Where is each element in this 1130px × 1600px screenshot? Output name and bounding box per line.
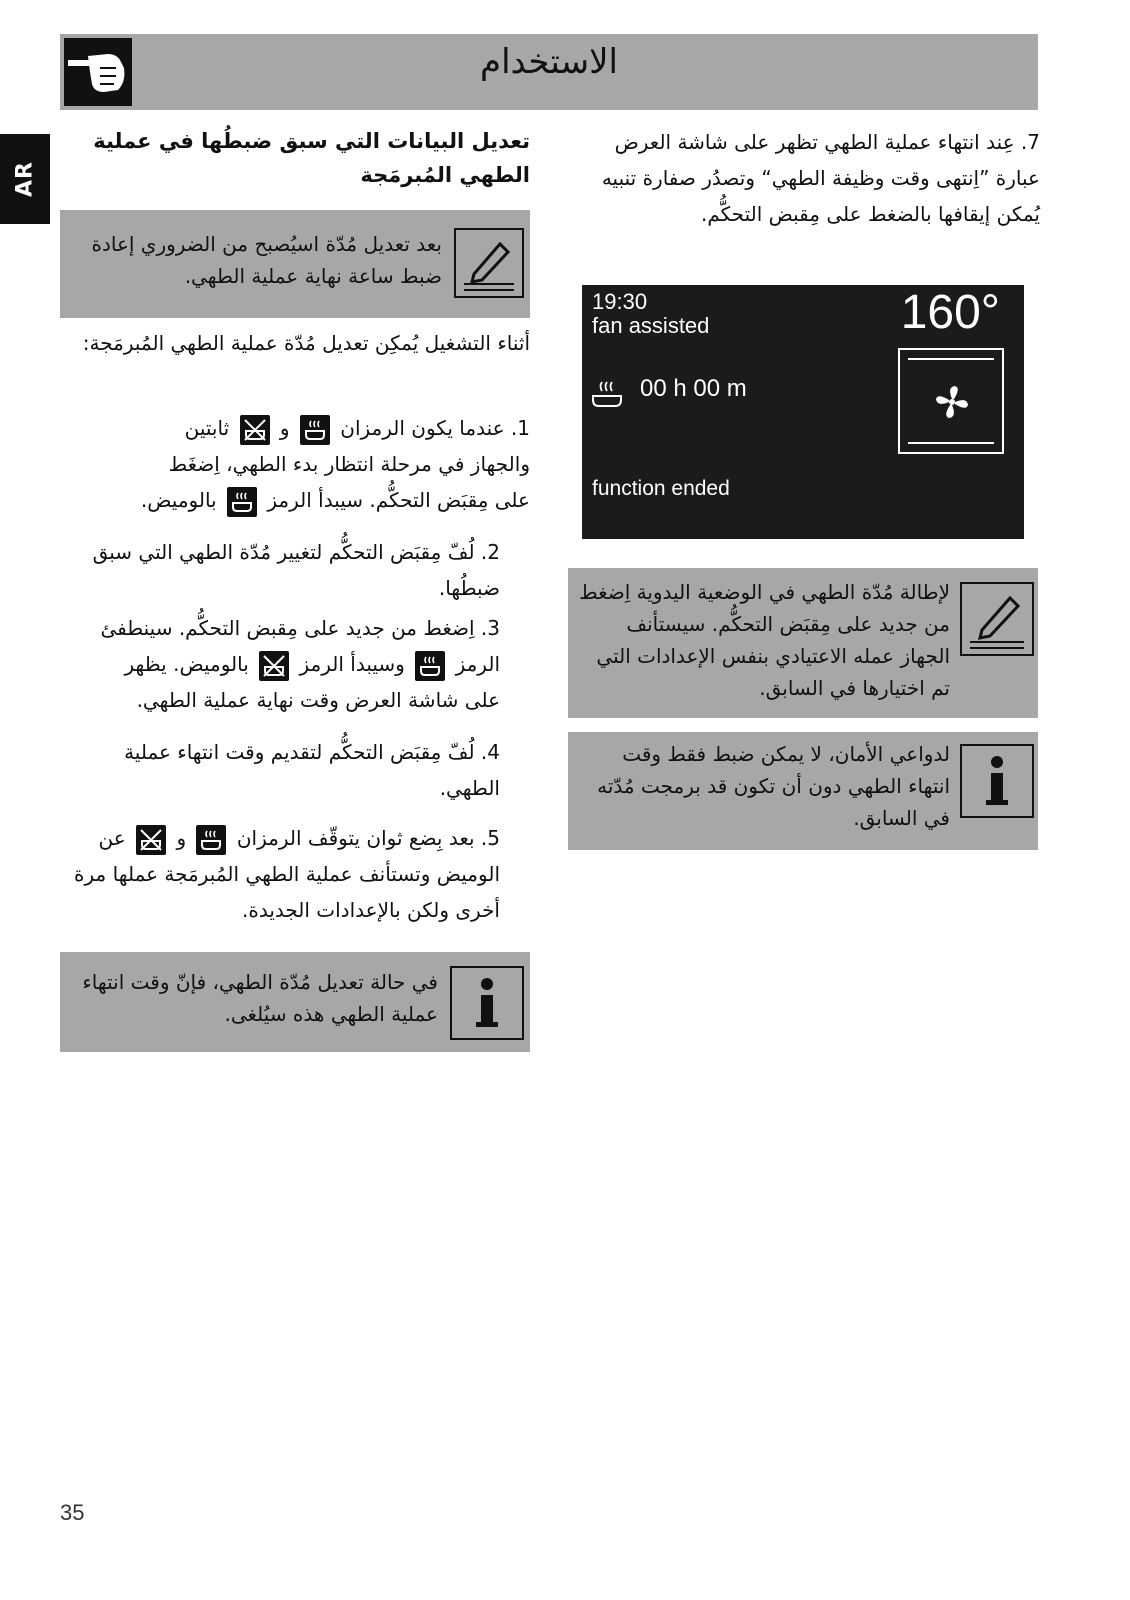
info-text: في حالة تعديل مُدّة الطهي، فإنّ وقت انتهاء عملية الطهي هذه سيُلغى. — [82, 970, 438, 1026]
note-box — [60, 210, 530, 318]
note-text-right: لإطالة مُدّة الطهي في الوضعية اليدوية اِضغط من جديد على مِقبَض التحكُّم. سيستأنف الجهاز عمله الاعتيادي بنفس الإعدادات التي تم اختيارها في السابق. — [579, 580, 950, 700]
note-box-right — [568, 568, 1038, 718]
oven-display — [582, 285, 1024, 539]
info-icon — [450, 966, 524, 1040]
language-label: AR — [12, 161, 38, 197]
info-box — [60, 952, 530, 1052]
language-tab — [0, 134, 50, 224]
cooking-pot-icon — [227, 487, 257, 517]
item-text: و — [279, 416, 290, 440]
page-title: الاستخدام — [480, 42, 618, 82]
section-heading: تعديل البيانات التي سبق ضبطُها في عملية الطهي المُبرمَجة — [93, 129, 530, 187]
display-duration: 00 h 00 m — [640, 375, 747, 402]
page-number: 35 — [60, 1500, 85, 1525]
display-status: function ended — [592, 477, 730, 500]
list-item-5 — [60, 820, 500, 928]
item-text: ثابتين — [184, 416, 230, 440]
intro-text: أثناء التشغيل يُمكِن تعديل مُدّة عملية الطهي المُبرمَجة: — [82, 331, 530, 355]
item-text: 3. اِضغط من جديد على مِقبض التحكُّم. سينطفئ — [100, 616, 500, 640]
item-text: 1. عندما يكون الرمزان — [340, 416, 530, 440]
item-text: 5. بعد بِضع ثوان يتوقّف الرمزان — [236, 826, 500, 850]
crossed-pot-icon — [259, 651, 289, 681]
item-text: بالوميض. — [140, 488, 217, 512]
pencil-note-icon — [960, 582, 1034, 656]
page-header — [60, 34, 1038, 110]
item-text: الوميض وتستأنف عملية الطهي المُبرمَجة عملها مرة أخرى ولكن بالإعدادات الجديدة. — [74, 862, 500, 922]
list-item-4: 4. لُفّ مِقبَض التحكُّم لتقديم وقت انتهاء عملية الطهي. — [124, 740, 500, 800]
list-item-7: 7. عِند انتهاء عملية الطهي تظهر على شاشة العرض عبارة ”اِنتهى وقت وظيفة الطهي“ وتصدُر صفارة تنبيه يُمكن إيقافها بالضغط على مِقبض التحكُّم. — [601, 130, 1040, 226]
pencil-note-icon — [454, 228, 524, 298]
crossed-pot-icon — [136, 825, 166, 855]
cooking-pot-icon — [415, 651, 445, 681]
item-text: والجهاز في مرحلة انتظار بدء الطهي، اِضغَط — [168, 452, 530, 476]
crossed-pot-icon — [240, 415, 270, 445]
cooking-pot-icon — [300, 415, 330, 445]
display-time: 19:30 — [592, 289, 648, 314]
display-mode: fan assisted — [592, 313, 710, 338]
info-icon — [960, 744, 1034, 818]
item-text: و — [176, 826, 187, 850]
info-text-right: لدواعي الأمان، لا يمكن ضبط فقط وقت انتهاء الطهي دون أن تكون قد برمجت مُدّته في السابق. — [597, 742, 950, 830]
note-text: بعد تعديل مُدّة اسيُصبح من الضروري إعادة ضبط ساعة نهاية عملية الطهي. — [91, 232, 442, 288]
list-item-2: 2. لُفّ مِقبَض التحكُّم لتغيير مُدّة الطهي التي سبق ضبطُها. — [92, 540, 500, 600]
item-text: عن — [98, 826, 126, 850]
display-temperature: 160° — [900, 286, 1000, 339]
info-box-right — [568, 732, 1038, 850]
cooking-pot-icon — [590, 379, 624, 409]
list-item-1 — [60, 410, 530, 518]
item-text: على شاشة العرض وقت نهاية عملية الطهي. — [136, 688, 500, 712]
fan-icon — [933, 383, 971, 421]
fan-panel — [898, 348, 1004, 454]
cooking-pot-icon — [196, 825, 226, 855]
item-text: وسيبدأ الرمز — [299, 652, 405, 676]
item-text: بالوميض. يظهر — [124, 652, 249, 676]
item-text: على مِقبَض التحكُّم. سيبدأ الرمز — [267, 488, 530, 512]
list-item-3 — [60, 610, 500, 718]
item-text: الرمز — [455, 652, 500, 676]
